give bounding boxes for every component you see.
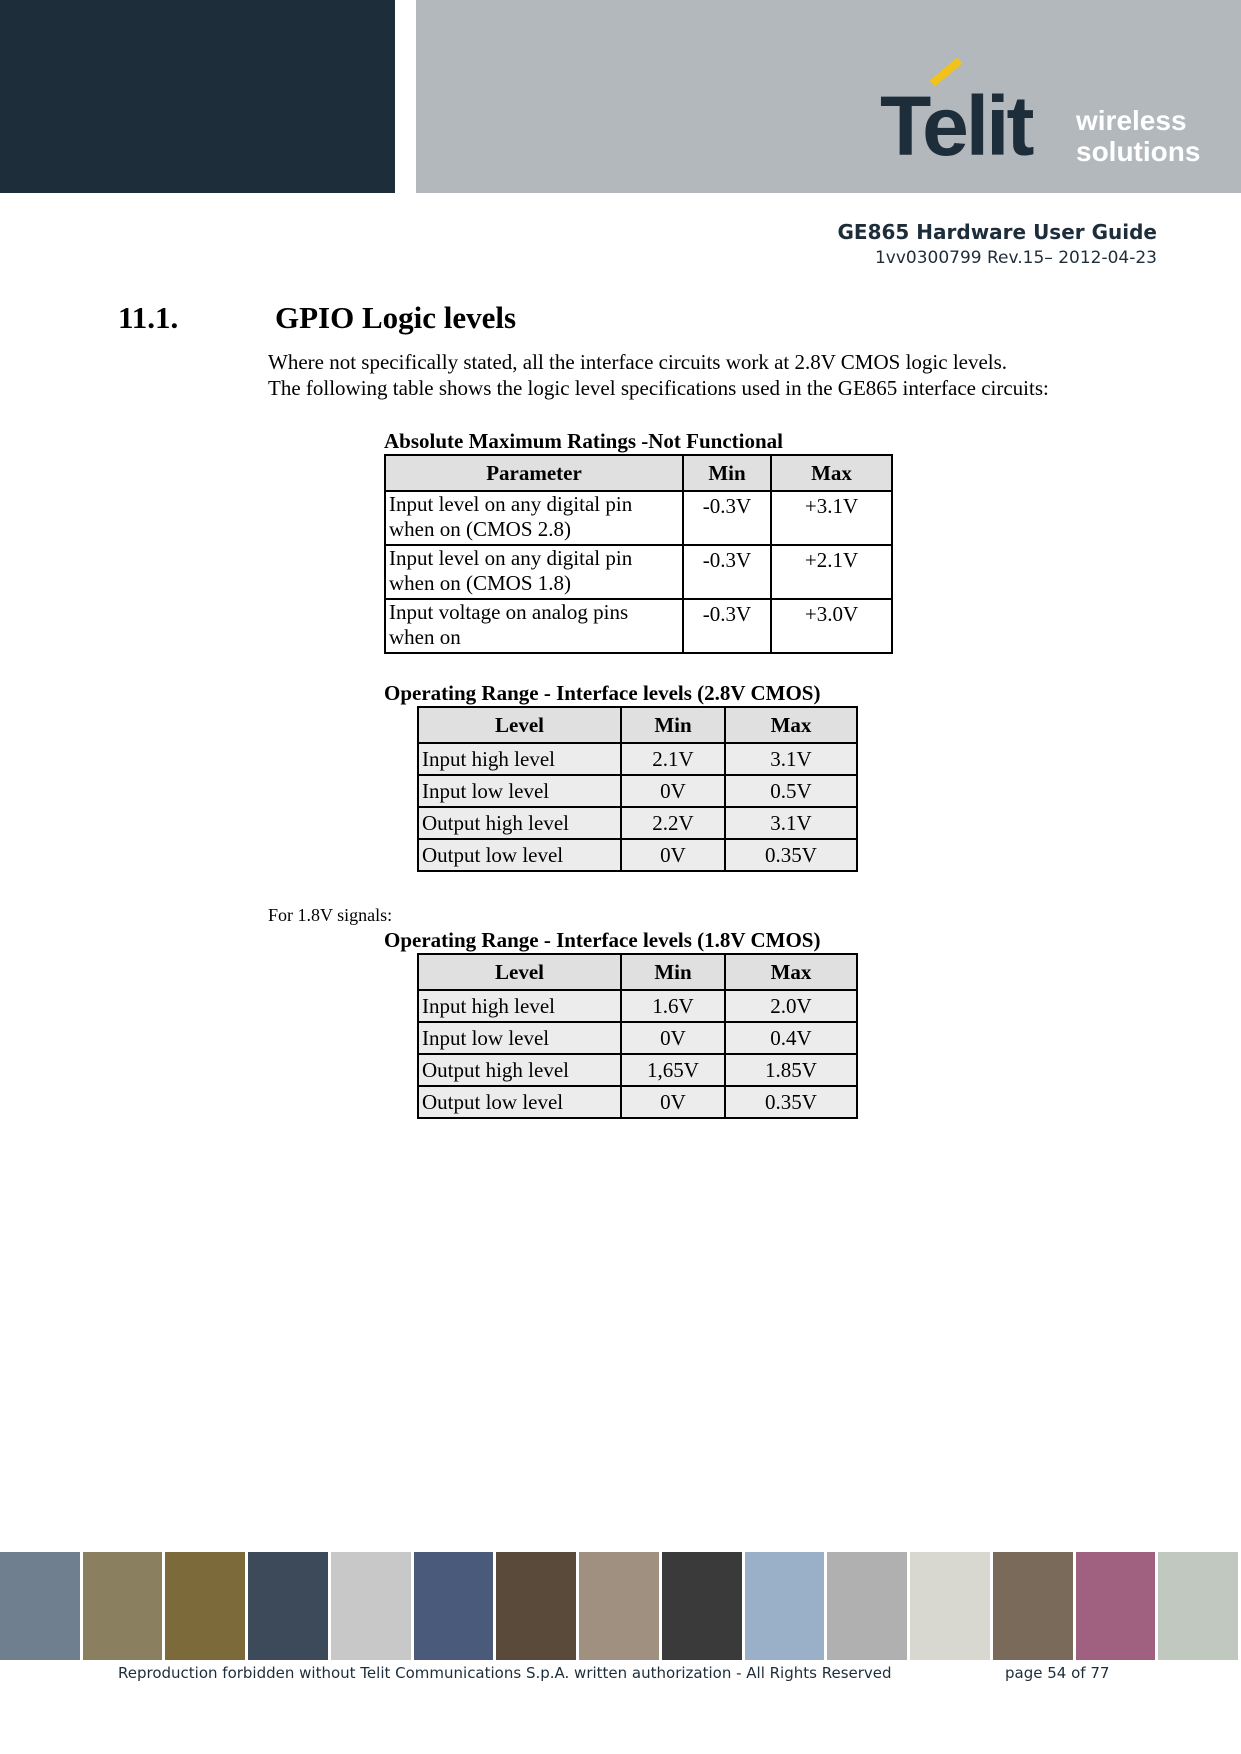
level-cell: Output low level bbox=[418, 839, 621, 871]
footer-photo bbox=[414, 1552, 497, 1660]
max-cell: +3.1V bbox=[771, 491, 892, 545]
level-cell: Output high level bbox=[418, 807, 621, 839]
footer-photo bbox=[662, 1552, 745, 1660]
document-title-block bbox=[838, 220, 1158, 268]
col-header-parameter: Parameter bbox=[385, 455, 683, 491]
level-cell: Output high level bbox=[418, 1054, 621, 1086]
parameter-cell: Input level on any digital pin when on (CMOS 1.8) bbox=[385, 545, 683, 599]
note-1v8: For 1.8V signals: bbox=[268, 905, 393, 925]
max-cell: 3.1V bbox=[725, 807, 857, 839]
footer-photo bbox=[579, 1552, 662, 1660]
max-cell: 0.5V bbox=[725, 775, 857, 807]
table-28-caption: Operating Range - Interface levels (2.8V CMOS) bbox=[384, 681, 821, 705]
table-row bbox=[385, 545, 892, 599]
min-cell: -0.3V bbox=[683, 491, 771, 545]
footer-photo bbox=[1076, 1552, 1159, 1660]
table-abs-caption: Absolute Maximum Ratings -Not Functional bbox=[384, 429, 784, 453]
footer-photo bbox=[0, 1552, 83, 1660]
min-cell: -0.3V bbox=[683, 599, 771, 653]
min-cell: 0V bbox=[621, 839, 725, 871]
table-header-row bbox=[385, 455, 892, 491]
table-row bbox=[385, 491, 892, 545]
level-cell: Input high level bbox=[418, 743, 621, 775]
min-cell: -0.3V bbox=[683, 545, 771, 599]
footer-copyright: Reproduction forbidden without Telit Communications S.p.A. written authorization - All Rights Reserved bbox=[118, 1664, 892, 1682]
footer-photo bbox=[745, 1552, 828, 1660]
table-row bbox=[418, 990, 857, 1022]
table-row bbox=[418, 775, 857, 807]
table-header-row bbox=[418, 707, 857, 743]
section-heading bbox=[118, 300, 516, 336]
table-row bbox=[418, 839, 857, 871]
doc-revision: 1vv0300799 Rev.15– 2012-04-23 bbox=[874, 248, 1157, 268]
col-header-min: Min bbox=[683, 455, 771, 491]
col-header-min: Min bbox=[621, 954, 725, 990]
footer-photo bbox=[827, 1552, 910, 1660]
max-cell: 2.0V bbox=[725, 990, 857, 1022]
max-cell: 0.4V bbox=[725, 1022, 857, 1054]
min-cell: 0V bbox=[621, 1022, 725, 1054]
max-cell: 0.35V bbox=[725, 1086, 857, 1118]
col-header-max: Max bbox=[725, 707, 857, 743]
table-operating-2v8 bbox=[417, 706, 858, 872]
max-cell: 1.85V bbox=[725, 1054, 857, 1086]
table-row bbox=[418, 743, 857, 775]
min-cell: 0V bbox=[621, 775, 725, 807]
intro-line-1: Where not specifically stated, all the interface circuits work at 2.8V CMOS logic levels. bbox=[268, 350, 1008, 374]
max-cell: 3.1V bbox=[725, 743, 857, 775]
table-18-caption: Operating Range - Interface levels (1.8V CMOS) bbox=[384, 928, 821, 952]
col-header-max: Max bbox=[771, 455, 892, 491]
table-row bbox=[418, 1086, 857, 1118]
col-header-level: Level bbox=[418, 707, 621, 743]
level-cell: Input low level bbox=[418, 775, 621, 807]
page-number: page 54 of 77 bbox=[1005, 1664, 1110, 1682]
header-dark-panel bbox=[0, 0, 395, 193]
level-cell: Input low level bbox=[418, 1022, 621, 1054]
footer-photo bbox=[993, 1552, 1076, 1660]
min-cell: 2.1V bbox=[621, 743, 725, 775]
footer-photo bbox=[496, 1552, 579, 1660]
table-row bbox=[418, 1022, 857, 1054]
footer-photo bbox=[248, 1552, 331, 1660]
min-cell: 1.6V bbox=[621, 990, 725, 1022]
col-header-level: Level bbox=[418, 954, 621, 990]
footer-photo bbox=[331, 1552, 414, 1660]
section-title: GPIO Logic levels bbox=[275, 300, 517, 335]
min-cell: 0V bbox=[621, 1086, 725, 1118]
max-cell: 0.35V bbox=[725, 839, 857, 871]
parameter-cell: Input level on any digital pin when on (CMOS 2.8) bbox=[385, 491, 683, 545]
level-cell: Input high level bbox=[418, 990, 621, 1022]
min-cell: 1,65V bbox=[621, 1054, 725, 1086]
min-cell: 2.2V bbox=[621, 807, 725, 839]
table-row bbox=[418, 807, 857, 839]
col-header-min: Min bbox=[621, 707, 725, 743]
footer-photo bbox=[83, 1552, 166, 1660]
table-operating-1v8 bbox=[417, 953, 858, 1119]
logo-word: Telit bbox=[880, 79, 1032, 173]
table-row bbox=[385, 599, 892, 653]
col-header-max: Max bbox=[725, 954, 857, 990]
parameter-cell: Input voltage on analog pins when on bbox=[385, 599, 683, 653]
max-cell: +2.1V bbox=[771, 545, 892, 599]
footer-photo bbox=[165, 1552, 248, 1660]
intro-line-2: The following table shows the logic level specifications used in the GE865 interface circuits: bbox=[268, 376, 1049, 400]
section-number: 11.1. bbox=[118, 300, 179, 335]
footer-photo bbox=[1158, 1552, 1241, 1660]
logo-tagline: wireless solutions bbox=[1076, 105, 1201, 167]
footer-photo bbox=[910, 1552, 993, 1660]
table-header-row bbox=[418, 954, 857, 990]
doc-title: GE865 Hardware User Guide bbox=[837, 220, 1157, 244]
max-cell: +3.0V bbox=[771, 599, 892, 653]
footer bbox=[118, 1664, 1118, 1682]
footer-photo-strip bbox=[0, 1552, 1241, 1660]
table-row bbox=[418, 1054, 857, 1086]
level-cell: Output low level bbox=[418, 1086, 621, 1118]
telit-logo bbox=[880, 62, 1220, 172]
table-absolute-max bbox=[384, 454, 893, 654]
